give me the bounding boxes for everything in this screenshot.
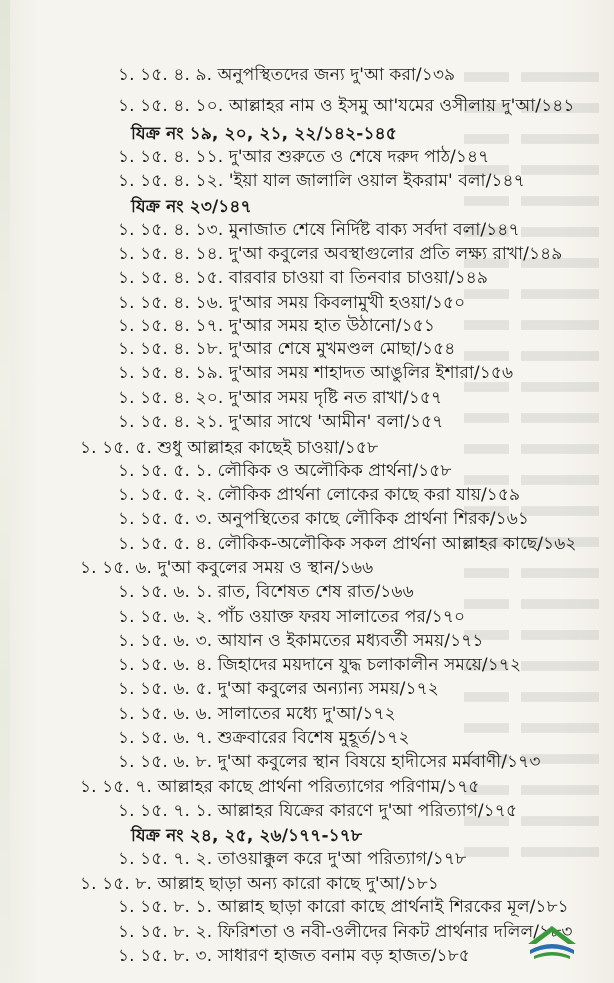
zikr-heading: যিক্র নং ২৪, ২৫, ২৬/১৭৭-১৭৮ [131,826,363,846]
show-through-line [464,413,614,423]
toc-entry: ১. ১৫. ৪. ১৫. বারবার চাওয়া বা তিনবার চাওয়া/১৪৯ [118,268,489,288]
toc-entry: ১. ১৫. ৮. ২. ফিরিশতা ও নবী-ওলীদের নিকট প্রার্থনার দলিল/১৮৩ [118,922,573,942]
publisher-logo-icon [524,918,580,962]
toc-entry: ১. ১৫. ৪. ১৭. দু'আর সময় হাত উঠানো/১৫১ [118,316,436,336]
show-through-line [464,568,614,578]
toc-entry: ১. ১৫. ৭. ১. আল্লাহর যিক্রের কারণে দু'আ পরিত্যাগ/১৭৫ [118,801,518,821]
toc-entry: ১. ১৫. ৮. আল্লাহ ছাড়া অন্য কারো কাছে দু'আ/১৮১ [80,874,439,894]
page-edge [0,0,10,983]
toc-entry: ১. ১৫. ৪. ১৮. দু'আর শেষে মুখমণ্ডল মোছা/১৫৪ [118,339,456,359]
show-through-line [464,289,614,299]
toc-entry: ১. ১৫. ৪. ১৬. দু'আর সময় কিবলামুখী হওয়া/১৫০ [118,293,466,313]
show-through-line [464,630,614,640]
toc-entry: ১. ১৫. ৮. ৩. সাধারণ হাজত বনাম বড় হাজত/১৮৫ [118,946,470,966]
show-through-line [464,847,614,857]
toc-entry: ১. ১৫. ৬. ৭. শুক্রবারের বিশেষ মুহূর্ত/১৭২ [118,728,410,748]
toc-entry: ১. ১৫. ৫. ৩. অনুপস্থিতের কাছে লৌকিক প্রার্থনা শিরক/১৬১ [118,509,530,529]
show-through-line [464,351,614,361]
toc-entry: ১. ১৫. ৫. ১. লৌকিক ও অলৌকিক প্রার্থনা/১৫৮ [118,461,452,481]
toc-entry: ১. ১৫. ৬. ৪. জিহাদের ময়দানে যুদ্ধ চলাকালীন সময়ে/১৭২ [118,655,522,675]
toc-entry: ১. ১৫. ৭. আল্লাহর কাছে প্রার্থনা পরিত্যাগের পরিণাম/১৭৫ [80,777,480,797]
toc-entry: ১. ১৫. ৪. ২১. দু'আর সাথে 'আমীন' বলা/১৫৭ [118,412,444,432]
show-through-line [464,320,614,330]
toc-entry: ১. ১৫. ৪. ২০. দু'আর সময় দৃষ্টি নত রাখা/১৫৭ [118,388,443,408]
toc-entry: ১. ১৫. ৬. ৫. দু'আ কবুলের অন্যান্য সময়/১৭২ [118,679,439,699]
toc-entry: ১. ১৫. ৪. ১৪. দু'আ কবুলের অবস্থাগুলোর প্রতি লক্ষ্য রাখা/১৪৯ [118,244,563,264]
toc-entry: ১. ১৫. ৫. ২. লৌকিক প্রার্থনা লোকের কাছে করা যায়/১৫৯ [118,485,521,505]
zikr-heading: যিক্র নং ২৩/১৪৭ [131,197,252,217]
toc-entry: ১. ১৫. ৪. ১৩. মুনাজাত শেষে নির্দিষ্ট বাক্য সর্বদা বলা/১৪৭ [118,220,520,240]
show-through-line [464,723,614,733]
toc-entry: ১. ১৫. ৫. শুধু আল্লাহর কাছেই চাওয়া/১৫৮ [80,438,379,458]
toc-entry: ১. ১৫. ৭. ২. তাওয়াক্কুল করে দু'আ পরিত্যাগ/১৭৮ [118,849,467,869]
toc-entry: ১. ১৫. ৬. ৬. সালাতের মধ্যে দু'আ/১৭২ [118,704,396,724]
show-through-line [464,444,614,454]
show-through-line [464,785,614,795]
show-through-line [464,196,614,206]
toc-entry: ১. ১৫. ৬. ৩. আযান ও ইকামতের মধ্যবর্তী সময়/১৭১ [118,631,484,651]
show-through-line [464,72,614,82]
show-through-line [464,134,614,144]
toc-entry: ১. ১৫. ৪. ১৯. দু'আর সময় শাহাদত আঙুলির ইশারা/১৫৬ [118,363,514,383]
toc-entry: ১. ১৫. ৬. ২. পাঁচ ওয়াক্ত ফরয সালাতের পর/১৭০ [118,607,466,627]
toc-entry: ১. ১৫. ৪. ১১. দু'আর শুরুতে ও শেষে দরুদ পাঠ/১৪৭ [118,147,490,167]
show-through-line [464,692,614,702]
toc-entry: ১. ১৫. ৬. ৮. দু'আ কবুলের স্থান বিষয়ে হাদীসের মর্মবাণী/১৭৩ [118,752,541,772]
toc-entry: ১. ১৫. ৪. ১০. আল্লাহর নাম ও ইসমু আ'যমের ওসীলায় দু'আ/১৪১ [118,96,575,116]
toc-entry: ১. ১৫. ৮. ১. আল্লাহ ছাড়া কারো কাছে প্রার্থনাই শিরকের মূল/১৮১ [118,897,569,917]
toc-entry: ১. ১৫. ৬. দু'আ কবুলের সময় ও স্থান/১৬৬ [80,558,374,578]
toc-entry: ১. ১৫. ৪. ৯. অনুপস্থিতদের জন্য দু'আ করা/১৩৯ [118,65,456,85]
zikr-heading: যিক্র নং ১৯, ২০, ২১, ২২/১৪২-১৪৫ [131,124,397,144]
toc-entry: ১. ১৫. ৬. ১. রাত, বিশেষত শেষ রাত/১৬৬ [118,582,414,602]
toc-entry: ১. ১৫. ৫. ৪. লৌকিক-অলৌকিক সকল প্রার্থনা আল্লাহর কাছে/১৬২ [118,534,577,554]
show-through-line [464,599,614,609]
toc-entry: ১. ১৫. ৪. ১২. 'ইয়া যাল জালালি ওয়াল ইকরাম' বলা/১৪৭ [118,171,525,191]
